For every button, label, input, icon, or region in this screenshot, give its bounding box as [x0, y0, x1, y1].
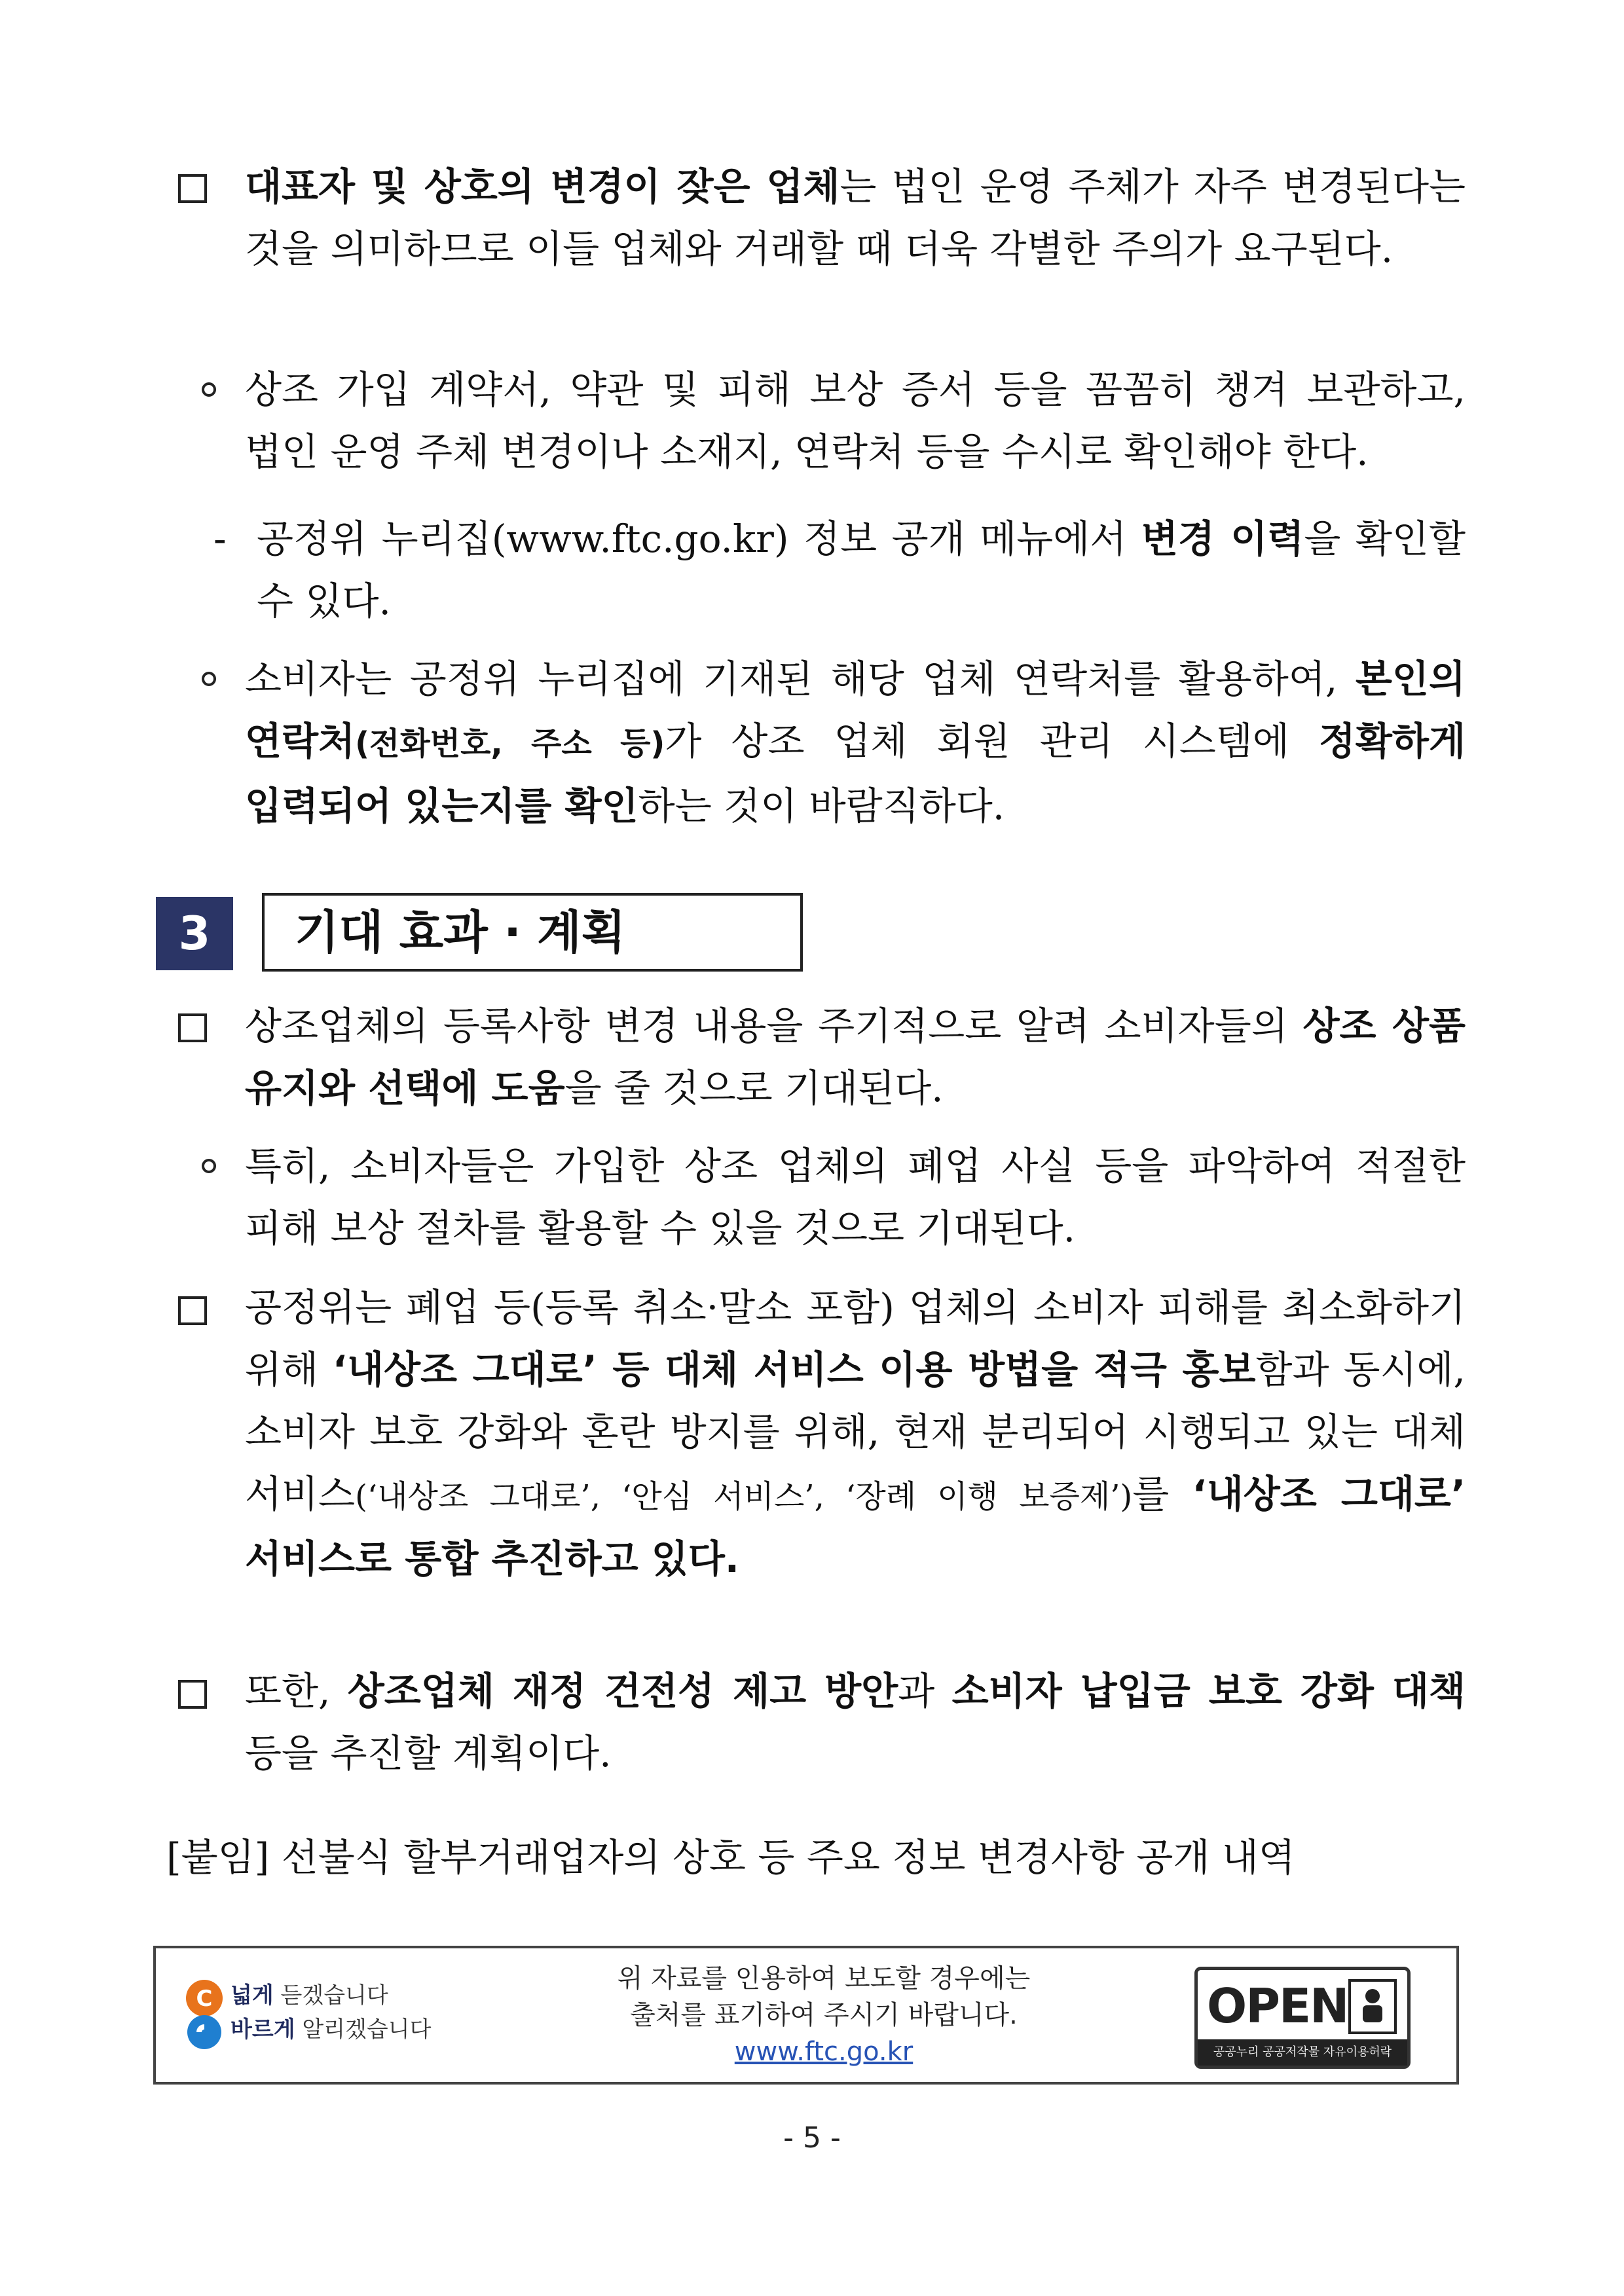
section-number: 3: [156, 897, 233, 970]
circle-bullet-icon: [202, 672, 216, 686]
page-number: - 5 -: [783, 2121, 841, 2155]
text: 공정위는 폐업 등(등록 취소·말소 포함) 업체의 소비자 피해를 최소화하기 위해: [245, 1285, 1466, 1392]
paragraph-future-plan: [245, 1660, 1466, 1785]
ftc-website-link[interactable]: www.ftc.go.kr: [734, 2037, 913, 2067]
square-bullet-icon: [178, 1680, 207, 1709]
text: 과: [898, 1669, 952, 1713]
small-note: (‘내상조 그대로’, ‘안심 서비스’, ‘장례 이행 보증제’): [355, 1478, 1133, 1515]
ftc-emblem-icon: [183, 1978, 225, 2050]
open-word: OPEN: [1207, 1978, 1348, 2033]
paragraph-closure-info: [245, 1135, 1466, 1260]
text: 함과 동시에, 소비자 보호 강화와 혼란 방지를 위해, 현재 분리되어 시행되고 있는 대체 서비스: [245, 1347, 1466, 1516]
bold-phrase: 상조 상품 유지와 선택에 도움: [245, 1004, 1466, 1110]
text: 등을 추진할 계획이다.: [245, 1731, 612, 1776]
attribution-type-icon: [1348, 1979, 1397, 2034]
text: 소비자는 공정위 누리집에 기재된 해당 업체 연락처를 활용하여,: [245, 657, 1356, 701]
bold-phrase: 대표자 및 상호의 변경이 잦은 업체: [245, 164, 840, 209]
paragraph-check-contact: [245, 648, 1466, 837]
bold-phrase: ‘내상조 그대로’ 서비스로 통합 추진하고 있다.: [245, 1472, 1466, 1581]
slogan-1a: 넓게: [231, 1982, 274, 2009]
paragraph-alternative-service: [245, 1277, 1466, 1590]
paragraph-expected-effect: [245, 995, 1466, 1120]
bold-phrase: ‘내상조 그대로’ 등 대체 서비스 이용 방법을 적극 홍보: [332, 1347, 1256, 1392]
bold-small-note: (전화번호, 주소 등): [355, 725, 665, 762]
bold-phrase: 정확하게 입력되어 있는지를 확인: [245, 719, 1466, 828]
text: 공정위 누리집(www.ftc.go.kr) 정보 공개 메뉴에서: [257, 517, 1141, 561]
text: 상조 가입 계약서, 약관 및 피해 보상 증서 등을 꼼꼼히 챙겨 보관하고, 법인 운영 주체 변경이나 소재지, 연락처 등을 수시로 확인해야 한다.: [245, 367, 1466, 474]
slogan-2b: 알리겠습니다: [295, 2016, 432, 2043]
ftc-slogan-logo: [183, 1978, 511, 2057]
citation-line-2: 출처를 표기하여 주시기 바랍니다.: [630, 2000, 1018, 2030]
svg-text:C: C: [196, 1986, 213, 2012]
text: 또한,: [245, 1669, 348, 1713]
slogan-2a: 바르게: [231, 2016, 295, 2043]
square-bullet-icon: [178, 1296, 207, 1325]
paragraph-keep-documents: [245, 359, 1466, 483]
text: 를: [1132, 1472, 1192, 1516]
text: 상조업체의 등록사항 변경 내용을 주기적으로 알려 소비자들의: [245, 1004, 1303, 1048]
slogan-text: [231, 1978, 431, 2047]
text: 을 확인할 수 있다.: [257, 517, 1466, 623]
square-bullet-icon: [178, 174, 207, 203]
bold-phrase: 변경 이력: [1141, 517, 1304, 561]
text: 는 법인 운영 주체가 자주 변경된다는 것을 의미하므로 이들 업체와 거래할 때 더욱 각별한 주의가 요구된다.: [245, 164, 1466, 271]
footer-notice-box: [153, 1946, 1459, 2085]
circle-bullet-icon: [202, 1159, 216, 1173]
circle-bullet-icon: [202, 382, 216, 397]
section-title: 기대 효과 · 계획: [262, 893, 803, 972]
dash-bullet: -: [213, 517, 227, 561]
bold-phrase: 본인의 연락처: [245, 657, 1466, 763]
attachment-line: [붙임] 선불식 할부거래업자의 상호 등 주요 정보 변경사항 공개 내역: [166, 1835, 1295, 1880]
slogan-1b: 듣겠습니다: [273, 1982, 388, 2009]
citation-note: [614, 1960, 1033, 2070]
paragraph-change-history: [257, 508, 1466, 632]
text: 특히, 소비자들은 가입한 상조 업체의 폐업 사실 등을 파악하여 적절한 피해 보상 절차를 활용할 수 있을 것으로 기대된다.: [245, 1144, 1466, 1250]
paragraph-frequent-change-warning: [245, 156, 1466, 280]
text: 가 상조 업체 회원 관리 시스템에: [665, 719, 1319, 763]
bold-phrase: 상조업체 재정 건전성 제고 방안: [347, 1669, 898, 1713]
text: 하는 것이 바람직하다.: [638, 784, 1005, 828]
bold-phrase: 소비자 납입금 보호 강화 대책: [951, 1669, 1466, 1713]
citation-line-1: 위 자료를 인용하여 보도할 경우에는: [617, 1963, 1031, 1994]
kogl-open-logo: [1194, 1967, 1411, 2069]
text: 을 줄 것으로 기대된다.: [564, 1066, 944, 1110]
person-icon: [1351, 1982, 1394, 2032]
square-bullet-icon: [178, 1013, 207, 1042]
kogl-caption: 공공누리 공공저작물 자유이용허락: [1198, 2039, 1407, 2066]
